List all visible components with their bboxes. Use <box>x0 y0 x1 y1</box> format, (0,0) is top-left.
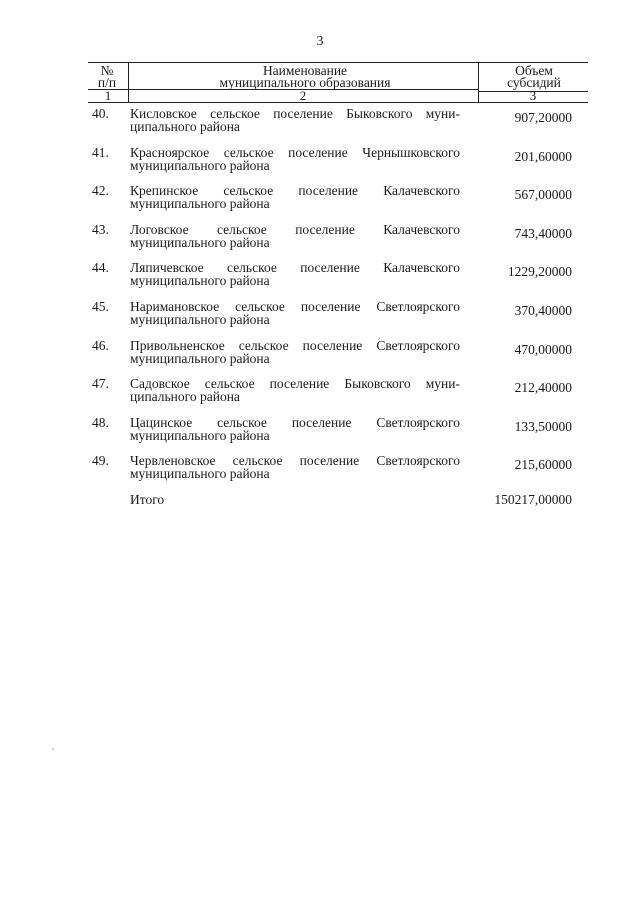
header-volume <box>480 65 588 89</box>
subsidy-value: 743,40000 <box>514 225 572 241</box>
scan-speck <box>52 748 54 750</box>
header-num <box>88 65 126 89</box>
name-line: муниципального района <box>130 427 270 443</box>
subsidy-value: 907,20000 <box>514 110 572 125</box>
name-line: Кисловское сельское поселение Быковского муни- <box>130 106 460 121</box>
header-num-line1: № <box>100 63 114 78</box>
name-line: муниципального района <box>130 157 270 173</box>
name-line: Садовское сельское поселение Быковского муни- <box>130 376 460 392</box>
table-row <box>88 454 588 493</box>
page-number: 3 <box>316 34 324 49</box>
name-line: Червленовское сельское поселение Светлоярского <box>130 453 460 469</box>
municipality-name <box>130 107 460 133</box>
name-line: муниципального района <box>130 311 270 327</box>
table-header <box>88 62 588 103</box>
name-line: Ляпичевское сельское поселение Калачевского <box>130 260 460 276</box>
municipality-name <box>130 454 460 480</box>
municipality-name <box>130 416 460 442</box>
name-line: муниципального района <box>130 234 270 250</box>
municipality-name <box>130 223 460 249</box>
subsidy-table <box>88 62 588 532</box>
subsidy-value: 212,40000 <box>514 380 572 396</box>
table-row <box>88 146 588 185</box>
total-value: 150217,00000 <box>494 491 572 507</box>
municipality-name <box>130 300 460 326</box>
municipality-name <box>130 184 460 210</box>
table-row <box>88 223 588 262</box>
subsidy-value: 215,60000 <box>514 457 572 473</box>
municipality-name <box>130 339 460 365</box>
table-row <box>88 416 588 455</box>
header-name-line2: муниципального образования <box>219 75 391 90</box>
name-line: муниципального района <box>130 466 270 482</box>
header-name <box>132 65 478 89</box>
municipality-name <box>130 146 460 172</box>
name-line: Привольненское сельское поселение Светлоярского <box>130 337 460 353</box>
row-number: 43. <box>92 221 109 237</box>
header-volume-line1: Объем <box>515 63 553 78</box>
table-row <box>88 184 588 223</box>
table-row <box>88 107 588 146</box>
table-row <box>88 339 588 378</box>
row-number: 45. <box>92 298 109 314</box>
name-line: Наримановское сельское поселение Светлоярского <box>130 298 460 314</box>
column-number-2: 2 <box>299 88 307 103</box>
name-line: Логовское сельское поселение Калачевского <box>130 221 460 237</box>
municipality-name <box>130 261 460 287</box>
row-number: 48. <box>92 414 109 430</box>
subsidy-value: 470,00000 <box>514 341 572 357</box>
row-number: 42. <box>92 183 109 199</box>
table-body <box>88 107 588 532</box>
name-line: Красноярское сельское поселение Чернышковского <box>130 144 460 160</box>
column-number-3: 3 <box>529 88 537 103</box>
name-line: муниципального района <box>130 350 270 366</box>
row-number: 46. <box>92 337 109 353</box>
subsidy-value: 567,00000 <box>514 187 572 203</box>
header-name-line1: Наименование <box>262 63 348 78</box>
name-line: Цацинское сельское поселение Светлоярского <box>130 414 460 430</box>
subsidy-value: 1229,20000 <box>507 264 572 280</box>
municipality-name <box>130 377 460 403</box>
name-line: ципального района <box>130 389 240 405</box>
row-number: 41. <box>92 144 109 160</box>
table-row <box>88 300 588 339</box>
table-row <box>88 261 588 300</box>
subsidy-value: 133,50000 <box>514 418 572 434</box>
row-number: 49. <box>92 453 109 469</box>
name-line: Крепинское сельское поселение Калачевского <box>130 183 460 199</box>
table-row <box>88 377 588 416</box>
subsidy-value: 201,60000 <box>514 148 572 164</box>
row-number: 44. <box>92 260 109 276</box>
total-row <box>88 493 588 532</box>
header-bottom-rule <box>88 102 588 103</box>
name-line: муниципального района <box>130 196 270 212</box>
name-line: ципального района <box>130 119 240 134</box>
row-number: 47. <box>92 376 109 392</box>
column-number-1: 1 <box>104 88 112 103</box>
header-num-line2: п/п <box>97 75 117 90</box>
name-line: муниципального района <box>130 273 270 289</box>
header-volume-line2: субсидий <box>507 75 561 90</box>
subsidy-value: 370,40000 <box>514 302 572 318</box>
row-number: 40. <box>92 106 109 121</box>
total-label: Итого <box>130 491 165 507</box>
